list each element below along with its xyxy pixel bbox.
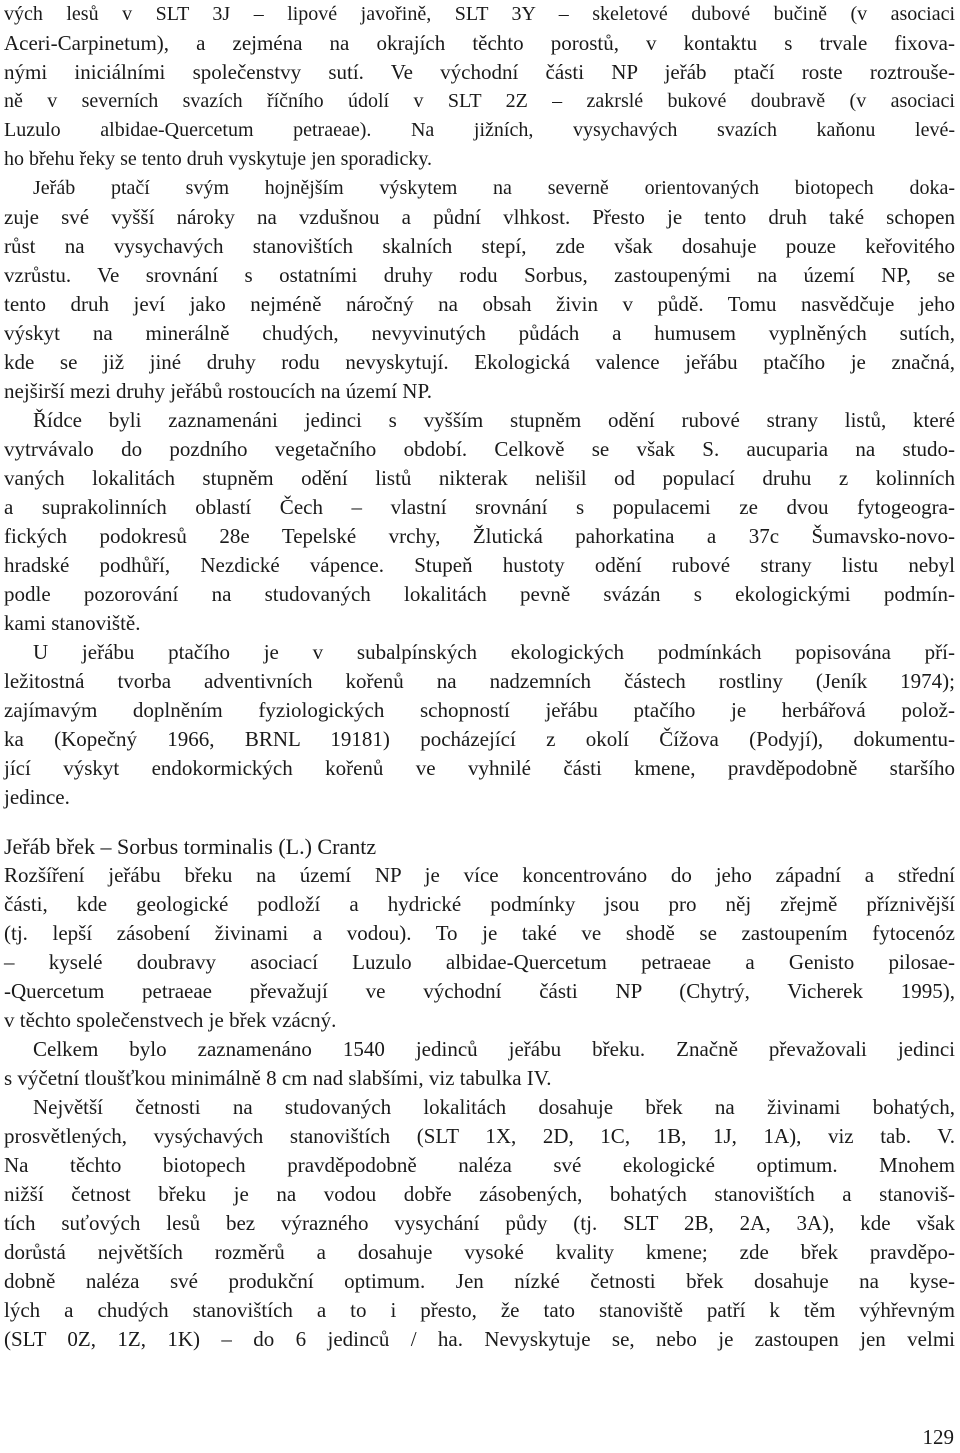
text-line: vaných lokalitách stupněm odění listů nikterak nelišil od populací druhu z kolinních — [4, 466, 955, 490]
text-line: prosvětlených, vysýchavých stanovištích (SLT 1X, 2D, 1C, 1B, 1J, 1A), viz tab. V. — [4, 1124, 955, 1148]
text-line: fických podokresů 28e Tepelské vrchy, Žlutická pahorkatina a 37c Šumavsko-novo- — [4, 524, 955, 548]
text-line: ležitostná tvorba adventivních kořenů na nadzemních částech rostliny (Jeník 1974); — [4, 669, 955, 693]
text-line: kami stanoviště. — [4, 611, 141, 635]
text-line: části, kde geologické podloží a hydrické podmínky jsou pro něj zřejmě příznivější — [4, 892, 955, 916]
text-line: s výčetní tloušťkou minimálně 8 cm nad slabšími, viz tabulka IV. — [4, 1066, 552, 1090]
text-line: tích suťových lesů bez výrazného vysychání půdy (tj. SLT 2B, 2A, 3A), kde však — [4, 1211, 955, 1235]
text-line: dorůstá největších rozměrů a dosahuje vysoké kvality kmene; zde břek pravděpo- — [4, 1240, 955, 1264]
text-line: podle pozorování na studovaných lokalitách pevně svázán s ekologickými podmín- — [4, 582, 955, 606]
text-line: růst na vysychavých stanovištích skalních stepí, zde však dosahuje pouze keřovitého — [4, 234, 955, 258]
text-line: hradské podhůří, Nezdické vápence. Stupeň hustoty odění rubové strany listu nebyl — [4, 553, 955, 577]
text-line: ho břehu řeky se tento druh vyskytuje jen sporadicky. — [4, 148, 433, 170]
text-line: U jeřábu ptačího je v subalpínských ekologických podmínkách popisována pří- — [33, 640, 955, 664]
page-number: 129 — [922, 1425, 954, 1449]
text-line: výskyt na minerálně chudých, nevyvinutých půdách a humusem vyplněných sutích, — [4, 321, 955, 345]
text-line: -Quercetum petraeae převažují ve východní části NP (Chytrý, Vicherek 1995), — [4, 979, 955, 1003]
text-line: Největší četnosti na studovaných lokalitách dosahuje břek na živinami bohatých, — [33, 1095, 955, 1119]
text-line: zajímavým doplněním fyziologických schopností jeřábu ptačího je herbářová polož- — [4, 698, 955, 722]
text-line: v těchto společenstvech je břek vzácný. — [4, 1008, 337, 1032]
text-line: nými iniciálními společenstvy sutí. Ve východní části NP jeřáb ptačí roste roztrouše- — [4, 60, 955, 84]
text-line: a suprakolinních oblastí Čech – vlastní srovnání s populacemi ze dvou fytogeogra- — [4, 495, 955, 519]
text-line: tento druh jeví jako nejméně náročný na obsah živin v půdě. Tomu nasvědčuje jeho — [4, 292, 955, 316]
text-line: nižší četnost břeku je na vodou dobře zásobených, bohatých stanovištích a stanoviš- — [4, 1182, 955, 1206]
text-line: vzrůstu. Ve srovnání s ostatními druhy rodu Sorbus, zastoupenými na území NP, se — [4, 263, 955, 287]
text-line: zuje své vyšší nároky na vzdušnou a půdní vlhkost. Přesto je tento druh také schopen — [4, 205, 955, 229]
text-line: nejširší mezi druhy jeřábů rostoucích na území NP. — [4, 379, 433, 403]
text-line: lých a chudých stanovištích a to i přesto, že tato stanoviště patří k těm výhřevným — [4, 1298, 955, 1322]
section-heading: Jeřáb břek – Sorbus torminalis (L.) Crantz — [4, 834, 377, 859]
text-line: vytrvávalo do pozdního vegetačního období. Celkově se však S. aucuparia na studo- — [4, 437, 955, 461]
text-line: jící výskyt endokormických kořenů ve vyhnilé části kmene, pravděpodobně staršího — [4, 756, 955, 780]
text-line: Aceri-Carpinetum), a zejména na okrajích těchto porostů, v kontaktu s trvale fixova- — [4, 31, 955, 55]
text-line: ně v severních svazích říčního údolí v SLT 2Z – zakrslé bukové doubravě (v asociaci — [4, 90, 955, 112]
text-line: Řídce byli zaznamenáni jedinci s vyšším stupněm odění rubové strany listů, které — [33, 408, 955, 432]
text-line: Na těchto biotopech pravděpodobně naléza své ekologické optimum. Mnohem — [4, 1153, 955, 1177]
text-line: jedince. — [4, 785, 70, 809]
text-line: Luzulo albidae-Quercetum petraeae). Na jižních, vysychavých svazích kaňonu levé- — [4, 119, 955, 141]
text-line: (tj. lepší zásobení živinami a vodou). To je také ve shodě se zastoupením fytocenóz — [4, 921, 955, 945]
text-line: kde se již jiné druhy rodu nevyskytují. Ekologická valence jeřábu ptačího je značná, — [4, 350, 955, 374]
text-line: Jeřáb ptačí svým hojnějším výskytem na severně orientovaných biotopech doka- — [33, 177, 955, 199]
text-line: dobně naléza své produkční optimum. Jen nízké četnosti břek dosahuje na kyse- — [4, 1269, 955, 1293]
text-line: Celkem bylo zaznamenáno 1540 jedinců jeřábu břeku. Značně převažovali jedinci — [33, 1037, 955, 1061]
text-line: ka (Kopečný 1966, BRNL 19181) pocházející z okolí Čížova (Podyjí), dokumentu- — [4, 727, 955, 751]
text-line: – kyselé doubravy asociací Luzulo albidae-Quercetum petraeae a Genisto pilosae- — [4, 950, 955, 974]
text-line: vých lesů v SLT 3J – lipové javořině, SLT 3Y – skeletové dubové bučině (v asociaci — [4, 3, 955, 25]
text-line: (SLT 0Z, 1Z, 1K) – do 6 jedinců / ha. Nevyskytuje se, nebo je zastoupen jen velmi — [4, 1327, 955, 1351]
text-line: Rozšíření jeřábu břeku na území NP je více koncentrováno do jeho západní a střední — [4, 863, 955, 887]
